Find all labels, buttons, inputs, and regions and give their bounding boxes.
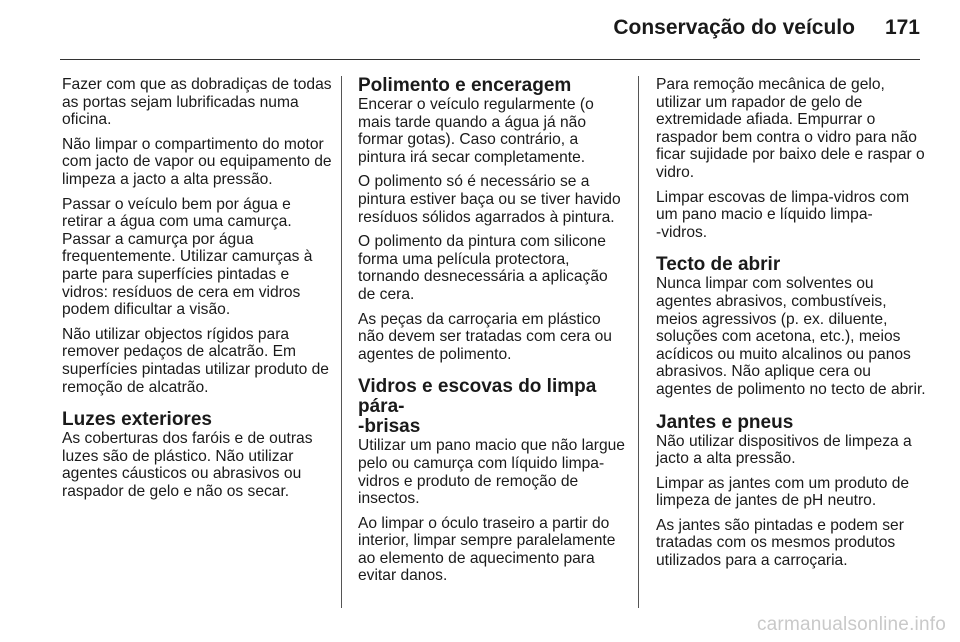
paragraph-polish-needed: O polimento só é necessário se a pintura estiver baça ou se tiver havido resíduos sólidos agarrados à pintura.	[358, 173, 621, 226]
paragraph-sunroof: Nunca limpar com solventes ou agentes abrasivos, combustíveis, meios agressivos (p. ex. diluente, soluções com acetona, etc.), meios acídicos ou muito alcalinos ou panos abrasivos. Não aplique cera ou agentes de polimento no tecto de abrir.	[656, 275, 926, 398]
header-rule	[60, 59, 920, 60]
paragraph-engine: Não limpar o compartimento do motor com jacto de vapor ou equipamento de limpeza a jacto a alta pressão.	[62, 135, 332, 188]
paragraph-wax: Encerar o veículo regularmente (o mais tarde quando a água já não formar gotas). Caso contrário, a pintura irá secar completamente.	[358, 96, 594, 166]
page-header	[613, 16, 920, 40]
paragraph-no-high-pressure: Não utilizar dispositivos de limpeza a jacto a alta pressão.	[656, 432, 912, 468]
paragraph-painted-rims: As jantes são pintadas e podem ser tratadas com os mesmos produtos utilizados para a carroçaria.	[656, 516, 904, 570]
heading-exterior-lights: Luzes exteriores	[62, 409, 212, 431]
heading-wheels-tyres: Jantes e pneus	[656, 411, 794, 433]
watermark: carmanualsonline.info	[756, 614, 946, 635]
page-title: Conservação do veículo	[613, 16, 855, 39]
paragraph-rinse: Passar o veículo bem por água e retirar a água com uma camurça. Passar a camurça por água frequentemente. Utilizar camurças à parte para superfícies pintadas e vidros: resíduos de cera em vidros podem dificultar a visão.	[62, 195, 313, 319]
paragraph-wiper-blades: Limpar escovas de limpa-vidros com um pano macio e líquido limpa- -vidros.	[656, 188, 910, 241]
paragraph-plastic: As peças da carroçaria em plástico não devem ser tratadas com cera ou agentes de polimento.	[358, 310, 612, 363]
paragraph-ice: Para remoção mecânica de gelo, utilizar um rapador de gelo de extremidade afiada. Empurrar o raspador bem contra o vidro para não ficar sujidade por baixo dele e raspar o vidro.	[656, 76, 925, 181]
column-3	[656, 76, 926, 577]
paragraph-rear-window: Ao limpar o óculo traseiro a partir do interior, limpar sempre paralelamente ao elemento de aquecimento para evitar danos.	[358, 514, 616, 585]
paragraph-rim-cleaner: Limpar as jantes com um produto de limpeza de jantes de pH neutro.	[656, 474, 910, 510]
page-number: 171	[884, 16, 920, 39]
heading-polishing: Polimento e enceragem	[358, 75, 572, 96]
paragraph-hinges: Fazer com que as dobradiças de todas as portas sejam lubrificadas numa oficina.	[62, 76, 332, 129]
column-divider-1	[341, 76, 342, 608]
column-1	[62, 76, 332, 507]
paragraph-cloth: Utilizar um pano macio que não largue pelo ou camurça com líquido limpa-vidros e produto de remoção de insectos.	[358, 437, 625, 508]
column-divider-2	[638, 76, 639, 608]
paragraph-silicone: O polimento da pintura com silicone forma uma película protectora, tornando desnecessária a aplicação de cera.	[358, 233, 608, 303]
heading-sunroof: Tecto de abrir	[656, 254, 781, 276]
column-2	[358, 76, 628, 592]
paragraph-tar: Não utilizar objectos rígidos para remover pedaços de alcatrão. Em superfícies pintadas utilizar produto de remoção de alcatrão.	[62, 325, 329, 396]
paragraph-lights: As coberturas dos faróis e de outras luzes são de plástico. Não utilizar agentes cáusticos ou abrasivos ou raspador de gelo e não os secar.	[62, 430, 313, 500]
heading-glass-wipers: Vidros e escovas do limpa pára- -brisas	[358, 376, 597, 438]
